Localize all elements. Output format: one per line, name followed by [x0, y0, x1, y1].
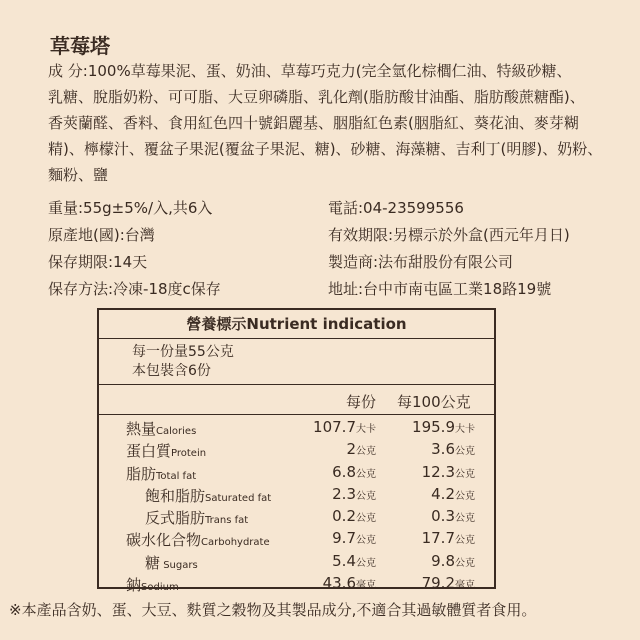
value-unit: 公克	[356, 557, 376, 569]
nutrient-name-en: Carbohydrate	[201, 537, 270, 549]
value-number: 12.3	[421, 462, 455, 481]
shelf-life-info: 保存期限:14天	[48, 253, 148, 271]
nutrition-rows	[99, 418, 494, 596]
value-unit: 公克	[455, 513, 475, 525]
nutrition-table	[97, 308, 496, 595]
value-per-serving	[332, 552, 376, 570]
ingredients-line: 成 分:100%草莓果泥、蛋、奶油、草莓巧克力(完全氫化棕櫚仁油、特級砂糖、	[48, 62, 572, 80]
weight-info: 重量:55g±5%/入,共6入	[48, 199, 213, 217]
nutrient-name-en: Protein	[171, 448, 207, 460]
manufacturer-info: 製造商:法布甜股份有限公司	[328, 253, 514, 271]
value-per-100g	[412, 418, 475, 436]
nutrient-name-zh: 脂肪	[126, 464, 157, 483]
product-title: 草莓塔	[50, 34, 110, 58]
serving-info	[99, 339, 494, 385]
nutrient-name-zh: 鈉	[126, 576, 142, 595]
nutrient-name-zh: 熱量	[126, 420, 157, 438]
nutrition-row	[99, 507, 494, 529]
nutrition-row	[99, 463, 494, 485]
value-number: 5.4	[332, 551, 356, 570]
value-per-100g	[431, 507, 475, 525]
address-info: 地址:台中市南屯區工業18路19號	[328, 280, 552, 298]
value-unit: 毫克	[455, 580, 475, 592]
value-per-serving	[313, 418, 376, 436]
nutrition-row	[99, 485, 494, 507]
col-per-serving: 每份	[346, 393, 377, 411]
value-per-100g	[431, 552, 475, 570]
value-number: 2.3	[332, 484, 356, 503]
value-per-100g	[422, 574, 475, 592]
ingredients-line: 香莢蘭醛、香料、食用紅色四十號鋁麗基、胭脂紅色素(胭脂紅、葵花油、麥芽糊	[48, 114, 579, 132]
value-number: 2	[346, 440, 356, 459]
value-per-serving	[332, 507, 376, 525]
value-unit: 大卡	[455, 424, 475, 435]
nutrient-label	[126, 463, 196, 484]
value-per-100g	[422, 529, 475, 547]
origin-info: 原產地(國):台灣	[48, 226, 155, 244]
nutrient-name-zh: 飽和脂肪	[145, 486, 206, 505]
value-unit: 公克	[356, 490, 376, 502]
nutrient-label	[126, 440, 206, 461]
nutrition-row	[99, 418, 494, 440]
value-number: 4.2	[431, 484, 455, 503]
value-number: 9.7	[332, 529, 356, 548]
value-number: 79.2	[421, 574, 455, 593]
nutrient-label	[145, 485, 271, 506]
value-number: 3.6	[431, 440, 455, 459]
nutrition-column-headers	[99, 385, 494, 415]
value-number: 43.6	[322, 574, 356, 593]
value-unit: 公克	[356, 468, 376, 480]
value-per-serving	[323, 574, 376, 592]
nutrient-name-en: Saturated fat	[205, 492, 272, 504]
servings-per-pack: 本包裝含6份	[132, 363, 211, 379]
nutrient-label	[145, 552, 198, 573]
nutrient-name-en: Total fat	[156, 470, 197, 482]
nutrient-name-en: Sugars	[160, 559, 198, 571]
serving-size: 每一份量55公克	[132, 344, 234, 360]
storage-info: 保存方法:冷凍-18度c保存	[48, 280, 221, 298]
value-number: 17.7	[421, 529, 455, 548]
nutrient-name-en: Trans fat	[205, 515, 249, 527]
value-number: 195.9	[412, 418, 455, 436]
value-number: 0.3	[431, 507, 455, 526]
nutrition-heading: 營養標示Nutrient indication	[99, 310, 494, 339]
ingredients-line: 乳糖、脫脂奶粉、可可脂、大豆卵磷脂、乳化劑(脂肪酸甘油酯、脂肪酸蔗糖酯)、	[48, 88, 585, 106]
nutrient-name-zh: 碳水化合物	[126, 531, 202, 550]
value-number: 6.8	[332, 462, 356, 481]
nutrition-row	[99, 440, 494, 462]
value-unit: 公克	[455, 468, 475, 480]
value-unit: 公克	[455, 557, 475, 569]
nutrition-row	[99, 574, 494, 596]
value-per-100g	[422, 463, 475, 481]
nutrient-name-en: Sodium	[141, 582, 179, 594]
nutrient-name-zh: 反式脂肪	[145, 509, 206, 528]
allergen-note: ※本產品含奶、蛋、大豆、麩質之穀物及其製品成分,不適合其過敏體質者食用。	[9, 601, 537, 619]
value-per-100g	[431, 485, 475, 503]
expiry-date-info: 有效期限:另標示於外盒(西元年月日)	[328, 226, 570, 244]
ingredients-line: 精)、檸檬汁、覆盆子果泥(覆盆子果泥、糖)、砂糖、海藻糖、吉利丁(明膠)、奶粉、	[48, 140, 603, 158]
nutrition-row	[99, 529, 494, 551]
nutrient-label	[126, 574, 179, 595]
nutrient-label	[126, 529, 270, 550]
value-per-serving	[332, 463, 376, 481]
col-per-100g: 每100公克	[397, 393, 471, 411]
nutrition-row	[99, 552, 494, 574]
nutrient-name-zh: 糖	[145, 553, 161, 572]
value-unit: 公克	[455, 446, 475, 458]
ingredients-list	[48, 58, 618, 188]
ingredients-line: 麵粉、鹽	[48, 166, 109, 184]
value-unit: 公克	[455, 535, 475, 547]
value-unit: 公克	[356, 513, 376, 525]
phone-info: 電話:04-23599556	[328, 199, 464, 217]
value-per-serving	[332, 485, 376, 503]
value-unit: 毫克	[356, 580, 376, 592]
value-per-serving	[346, 440, 376, 458]
value-unit: 公克	[356, 446, 376, 458]
nutrient-label	[145, 507, 248, 528]
value-unit: 公克	[356, 535, 376, 547]
value-number: 9.8	[431, 551, 455, 570]
value-unit: 公克	[455, 490, 475, 502]
nutrient-name-zh: 蛋白質	[126, 442, 172, 461]
value-per-100g	[431, 440, 475, 458]
nutrient-name-en: Calories	[156, 426, 197, 437]
value-number: 0.2	[332, 507, 356, 526]
nutrient-label	[126, 418, 196, 439]
value-unit: 大卡	[356, 424, 376, 435]
value-per-serving	[332, 529, 376, 547]
value-number: 107.7	[313, 418, 356, 436]
